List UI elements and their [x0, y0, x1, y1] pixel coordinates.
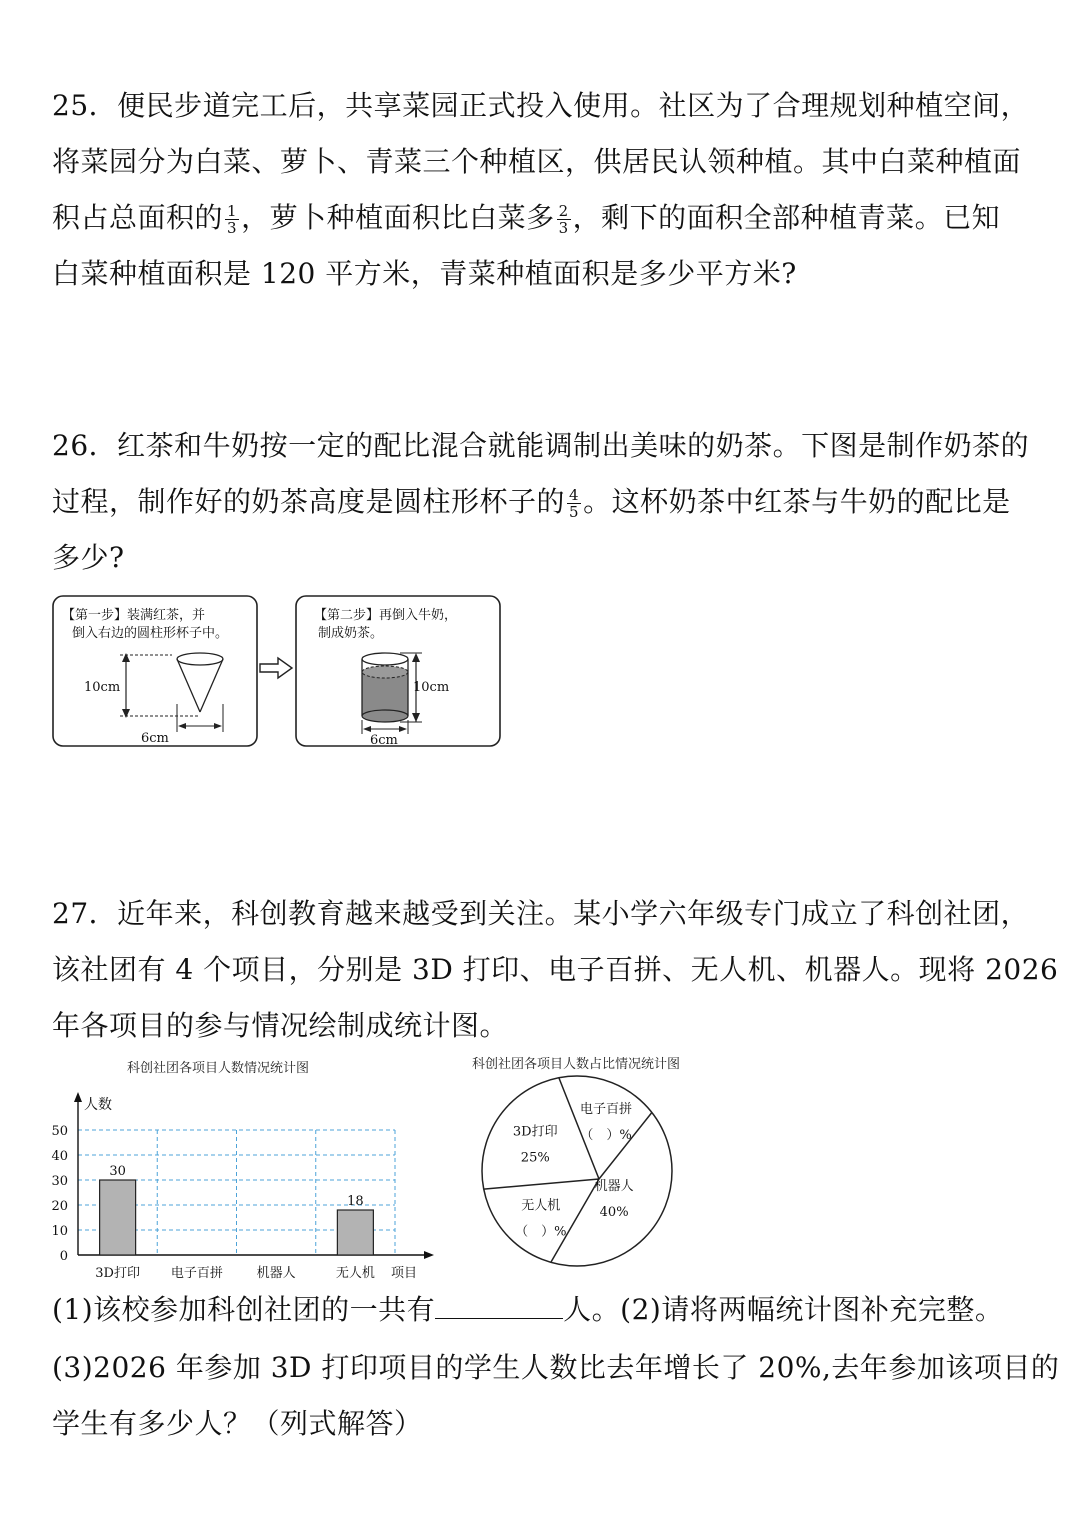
frac-num: 4	[569, 486, 580, 504]
step1-base-label: 6cm	[141, 731, 169, 746]
q26-line-1: 26．红茶和牛奶按一定的配比混合就能调制出美味的奶茶。下图是制作奶茶的	[52, 429, 1030, 462]
q27-line-2: 该社团有 4 个项目，分别是 3D 打印、电子百拼、无人机、机器人。现将 2026	[52, 953, 1059, 986]
step1-height-label: 10cm	[84, 680, 121, 695]
q25-line-3c: ，剩下的面积全部种植青菜。已知	[572, 201, 1001, 234]
q27-sub-3-line-2: 学生有多少人？（列式解答）	[52, 1407, 423, 1440]
step2-base-label: 6cm	[370, 733, 398, 748]
q26-line-2a: 过程，制作好的奶茶高度是圆柱形杯子的	[52, 485, 566, 518]
step2-text-1: 【第二步】再倒入牛奶，	[314, 608, 458, 623]
pie-slice-label: 电子百拼	[580, 1101, 633, 1117]
y-tick-label: 20	[51, 1199, 68, 1214]
pie-slice-value: 40%	[599, 1205, 629, 1221]
q25-line-4: 白菜种植面积是 120 平方米，青菜种植面积是多少平方米?	[52, 257, 797, 290]
q25-line-2: 将菜园分为白菜、萝卜、青菜三个种植区，供居民认领种植。其中白菜种植面	[52, 145, 1022, 178]
pie-slice-value: （ ）%	[580, 1127, 632, 1143]
frac-num: 2	[558, 202, 569, 220]
pie-outline	[482, 1076, 672, 1266]
y-tick-label: 10	[51, 1224, 68, 1239]
step1-text-2: 倒入右边的圆柱形杯子中。	[72, 626, 229, 641]
y-tick-label: 0	[59, 1249, 68, 1264]
bar-value-label: 30	[109, 1164, 126, 1179]
bar-chart	[40, 1052, 440, 1290]
bar	[100, 1180, 136, 1255]
pie-slice-value: （ ）%	[515, 1224, 567, 1240]
y-tick-label: 40	[51, 1149, 68, 1164]
y-axis-label: 人数	[84, 1097, 112, 1113]
pie-slice-value: 25%	[520, 1150, 550, 1166]
pie-slice-label: 无人机	[521, 1198, 561, 1214]
right-arrow-icon	[260, 658, 292, 678]
x-tick-label: 机器人	[256, 1266, 296, 1281]
q26-line-2b: 。这杯奶茶中红茶与牛奶的配比是	[583, 485, 1011, 518]
cone-icon	[177, 653, 223, 712]
bar-value-label: 18	[347, 1194, 364, 1209]
pie-chart-title: 科创社团各项目人数占比情况统计图	[471, 1057, 681, 1072]
q26-line-3: 多少?	[52, 541, 125, 574]
answer-blank[interactable]	[435, 1294, 563, 1319]
fraction-four-fifths	[567, 487, 581, 520]
milk-tea-diagram	[50, 592, 505, 752]
q25-line-1: 25．便民步道完工后，共享菜园正式投入使用。社区为了合理规划种植空间，	[52, 89, 1030, 122]
q27-line-3: 年各项目的参与情况绘制成统计图。	[52, 1009, 509, 1042]
step2-text-2: 制成奶茶。	[318, 626, 384, 641]
step2-height-label: 10cm	[413, 680, 450, 695]
bar	[337, 1210, 373, 1255]
q27-sub-1	[52, 1292, 1003, 1328]
cylinder-cup-icon	[362, 653, 408, 722]
x-tick-label: 电子百拼	[170, 1266, 223, 1281]
pie-slice-label: 机器人	[594, 1179, 634, 1195]
y-axis-arrow-icon	[74, 1092, 82, 1102]
y-tick-label: 30	[51, 1174, 68, 1189]
q26-line-2	[52, 484, 1011, 520]
x-axis-arrow-icon	[424, 1251, 434, 1259]
frac-den: 3	[558, 219, 569, 237]
q27-sub-3-line-1: (3)2026 年参加 3D 打印项目的学生人数比去年增长了 20%,去年参加该项目的	[52, 1351, 1060, 1384]
x-tick-label: 3D打印	[95, 1266, 140, 1281]
q27-line-1: 27．近年来，科创教育越来越受到关注。某小学六年级专门成立了科创社团，	[52, 897, 1030, 930]
frac-den: 5	[569, 503, 580, 521]
frac-num: 1	[227, 202, 238, 220]
pie-chart	[440, 1048, 720, 1282]
q27-sub-1a: (1)该校参加科创社团的一共有	[52, 1293, 436, 1326]
bar-chart-title: 科创社团各项目人数情况统计图	[126, 1061, 310, 1076]
x-tick-label: 无人机	[335, 1266, 375, 1281]
q25-line-3b: ，萝卜种植面积比白菜多	[241, 201, 555, 234]
fraction-two-thirds	[557, 203, 571, 236]
q27-sub-1b: 人。(2)请将两幅统计图补充完整。	[563, 1293, 1004, 1326]
q25-line-3	[52, 200, 1000, 236]
pie-slice-label: 3D打印	[512, 1124, 558, 1140]
step1-text-1: 【第一步】装满红茶，并	[62, 608, 206, 623]
y-tick-label: 50	[51, 1124, 68, 1139]
x-axis-label: 项目	[390, 1266, 418, 1281]
q25-line-3a: 积占总面积的	[52, 201, 224, 234]
fraction-one-third	[225, 203, 239, 236]
frac-den: 3	[227, 219, 238, 237]
